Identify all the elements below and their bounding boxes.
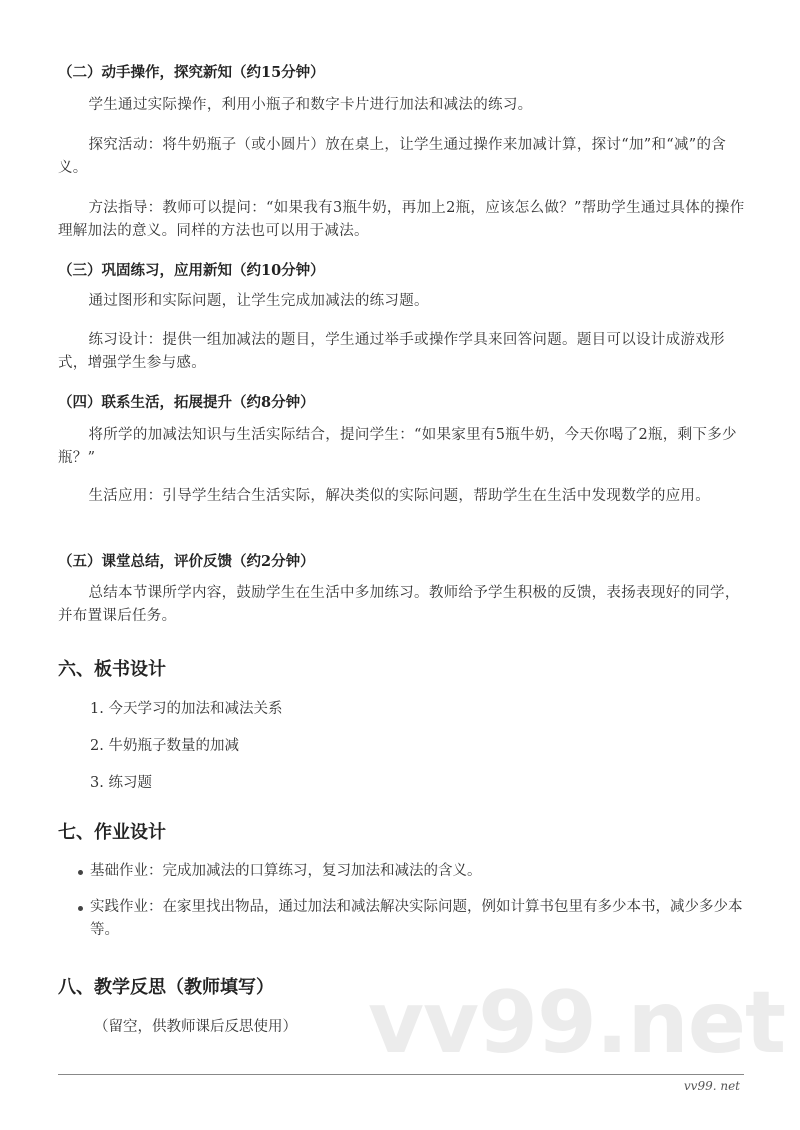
section-heading: （四）联系生活，拓展提升（约8分钟） bbox=[58, 394, 315, 411]
footer-site: vv99. net bbox=[683, 1079, 740, 1093]
paragraph: 练习设计：提供一组加减法的题目，学生通过举手或操作学具来回答问题。题目可以设计成游戏形式，增强学生参与感。 bbox=[58, 332, 725, 371]
list-item: 1. 今天学习的加法和减法关系 bbox=[90, 701, 283, 717]
list-item: 2. 牛奶瓶子数量的加减 bbox=[90, 738, 239, 754]
list-item: 3. 练习题 bbox=[90, 775, 152, 791]
paragraph: 总结本节课所学内容，鼓励学生在生活中多加练习。教师给予学生积极的反馈，表扬表现好的同学，并布置课后任务。 bbox=[58, 585, 740, 624]
paragraph: 生活应用：引导学生结合生活实际，解决类似的实际问题，帮助学生在生活中发现数学的应用。 bbox=[88, 488, 711, 504]
footer-divider bbox=[58, 1074, 744, 1075]
reflection-title: 八、教学反思（教师填写） bbox=[58, 977, 274, 998]
homework-title: 七、作业设计 bbox=[58, 822, 166, 843]
board-design-title: 六、板书设计 bbox=[58, 659, 166, 680]
paragraph: 方法指导：教师可以提问：“如果我有3瓶牛奶，再加上2瓶，应该怎么做？”帮助学生通过具体的操作理解加法的意义。同样的方法也可以用于减法。 bbox=[58, 200, 745, 239]
paragraph: 学生通过实际操作，利用小瓶子和数字卡片进行加法和减法的练习。 bbox=[88, 97, 533, 113]
paragraph: 探究活动：将牛奶瓶子（或小圆片）放在桌上，让学生通过操作来加减计算，探讨“加”和“减”的含义。 bbox=[58, 137, 727, 176]
reflection-note: （留空，供教师课后反思使用） bbox=[94, 1019, 297, 1035]
section-heading: （五）课堂总结，评价反馈（约2分钟） bbox=[58, 553, 315, 570]
watermark: vv99.net bbox=[368, 973, 786, 1073]
bullet-item: 实践作业：在家里找出物品，通过加法和减法解决实际问题，例如计算书包里有多少本书，减少多少本等。 bbox=[78, 896, 750, 942]
section-heading: （二）动手操作，探究新知（约15分钟） bbox=[58, 64, 325, 81]
paragraph: 将所学的加减法知识与生活实际结合，提问学生：“如果家里有5瓶牛奶，今天你喝了2瓶，剩下多少瓶？” bbox=[58, 427, 737, 466]
section-heading: （三）巩固练习，应用新知（约10分钟） bbox=[58, 262, 325, 279]
paragraph: 通过图形和实际问题，让学生完成加减法的练习题。 bbox=[88, 293, 429, 309]
bullet-item: 基础作业：完成加减法的口算练习，复习加法和减法的含义。 bbox=[78, 860, 750, 883]
